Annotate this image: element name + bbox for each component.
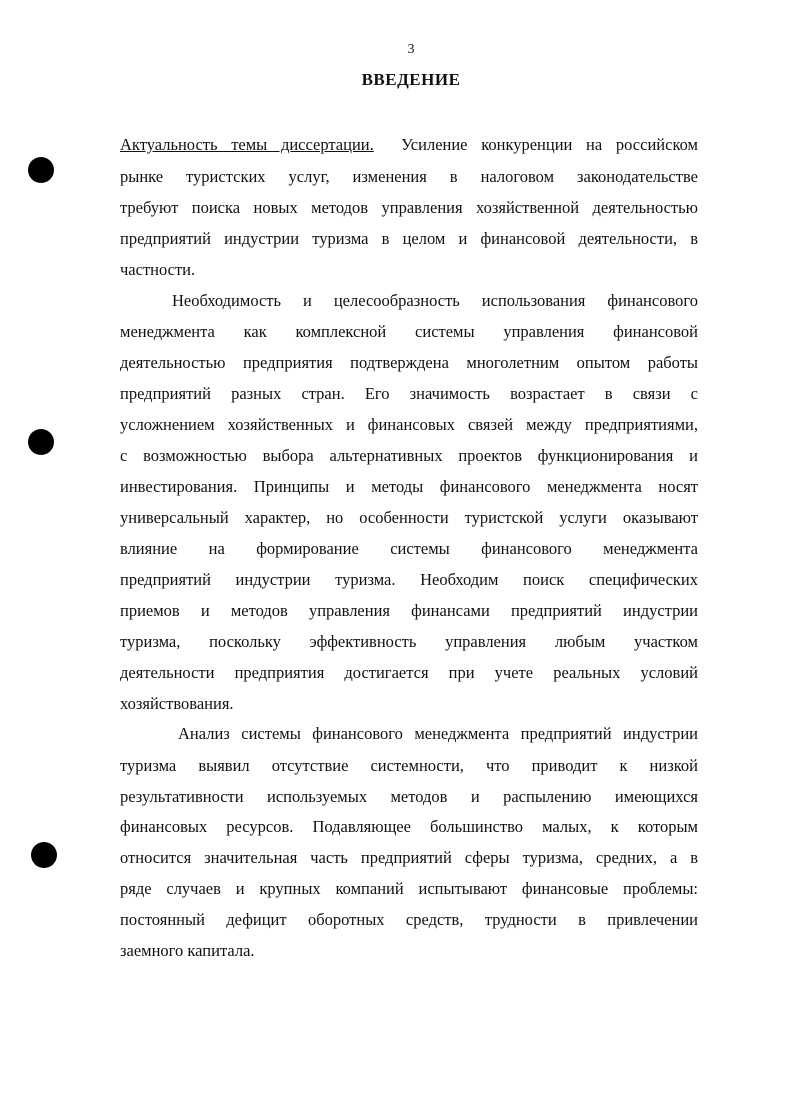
text-line: деятельности предприятия достигается при учете реальных условий [120,663,698,682]
text-line: предприятий индустрии туризма в целом и финансовой деятельности, в [120,229,698,248]
text-line: менеджмента как комплексной системы управления финансовой [120,322,698,341]
text-line: с возможностью выбора альтернативных проектов функционирования и [120,446,698,465]
text-line: деятельностью предприятия подтверждена многолетним опытом работы [120,353,698,372]
text-line: универсальный характер, но особенности туристской услуги оказывают [120,508,698,527]
text-line: результативности используемых методов и распылению имеющихся [120,787,698,806]
text-line: частности. [120,260,196,279]
text-line: предприятий индустрии туризма. Необходим поиск специфических [120,570,698,589]
text-line: Анализ системы финансового менеджмента предприятий индустрии [178,724,698,743]
text-line: финансовых ресурсов. Подавляющее большинство малых, к которым [120,817,698,836]
text-line: туризма выявил отсутствие системности, что приводит к низкой [120,756,698,775]
binder-hole-middle [28,429,54,455]
text-line: требуют поиска новых методов управления хозяйственной деятельностью [120,198,698,217]
paragraph-1-line-1 [120,135,698,155]
text-line: Необходимость и целесообразность использования финансового [172,291,698,310]
text-line: заемного капитала. [120,941,255,960]
text-line: усложнением хозяйственных и финансовых связей между предприятиями, [120,415,698,434]
binder-hole-bottom [31,842,57,868]
text-line: хозяйствования. [120,694,234,713]
text-line: туризма, поскольку эффективность управления любым участком [120,632,698,651]
binder-hole-top [28,157,54,183]
text-line: постоянный дефицит оборотных средств, трудности в привлечении [120,910,698,929]
text-line: Усиление конкуренции на российском [401,135,698,154]
page-number: 3 [407,42,415,57]
page-title: ВВЕДЕНИЕ [361,70,461,89]
text-line: влияние на формирование системы финансового менеджмента [120,539,698,558]
text-line: предприятий разных стран. Его значимость возрастает в связи с [120,384,698,403]
text-line: ряде случаев и крупных компаний испытывают финансовые проблемы: [120,879,698,898]
text-line: рынке туристских услуг, изменения в налоговом законодательстве [120,167,698,186]
text-line: инвестирования. Принципы и методы финансового менеджмента носят [120,477,698,496]
text-line: относится значительная часть предприятий сферы туризма, средних, а в [120,848,698,867]
text-line: приемов и методов управления финансами предприятий индустрии [120,601,698,620]
section-lead-title: Актуальность темы диссертации. [120,135,374,154]
